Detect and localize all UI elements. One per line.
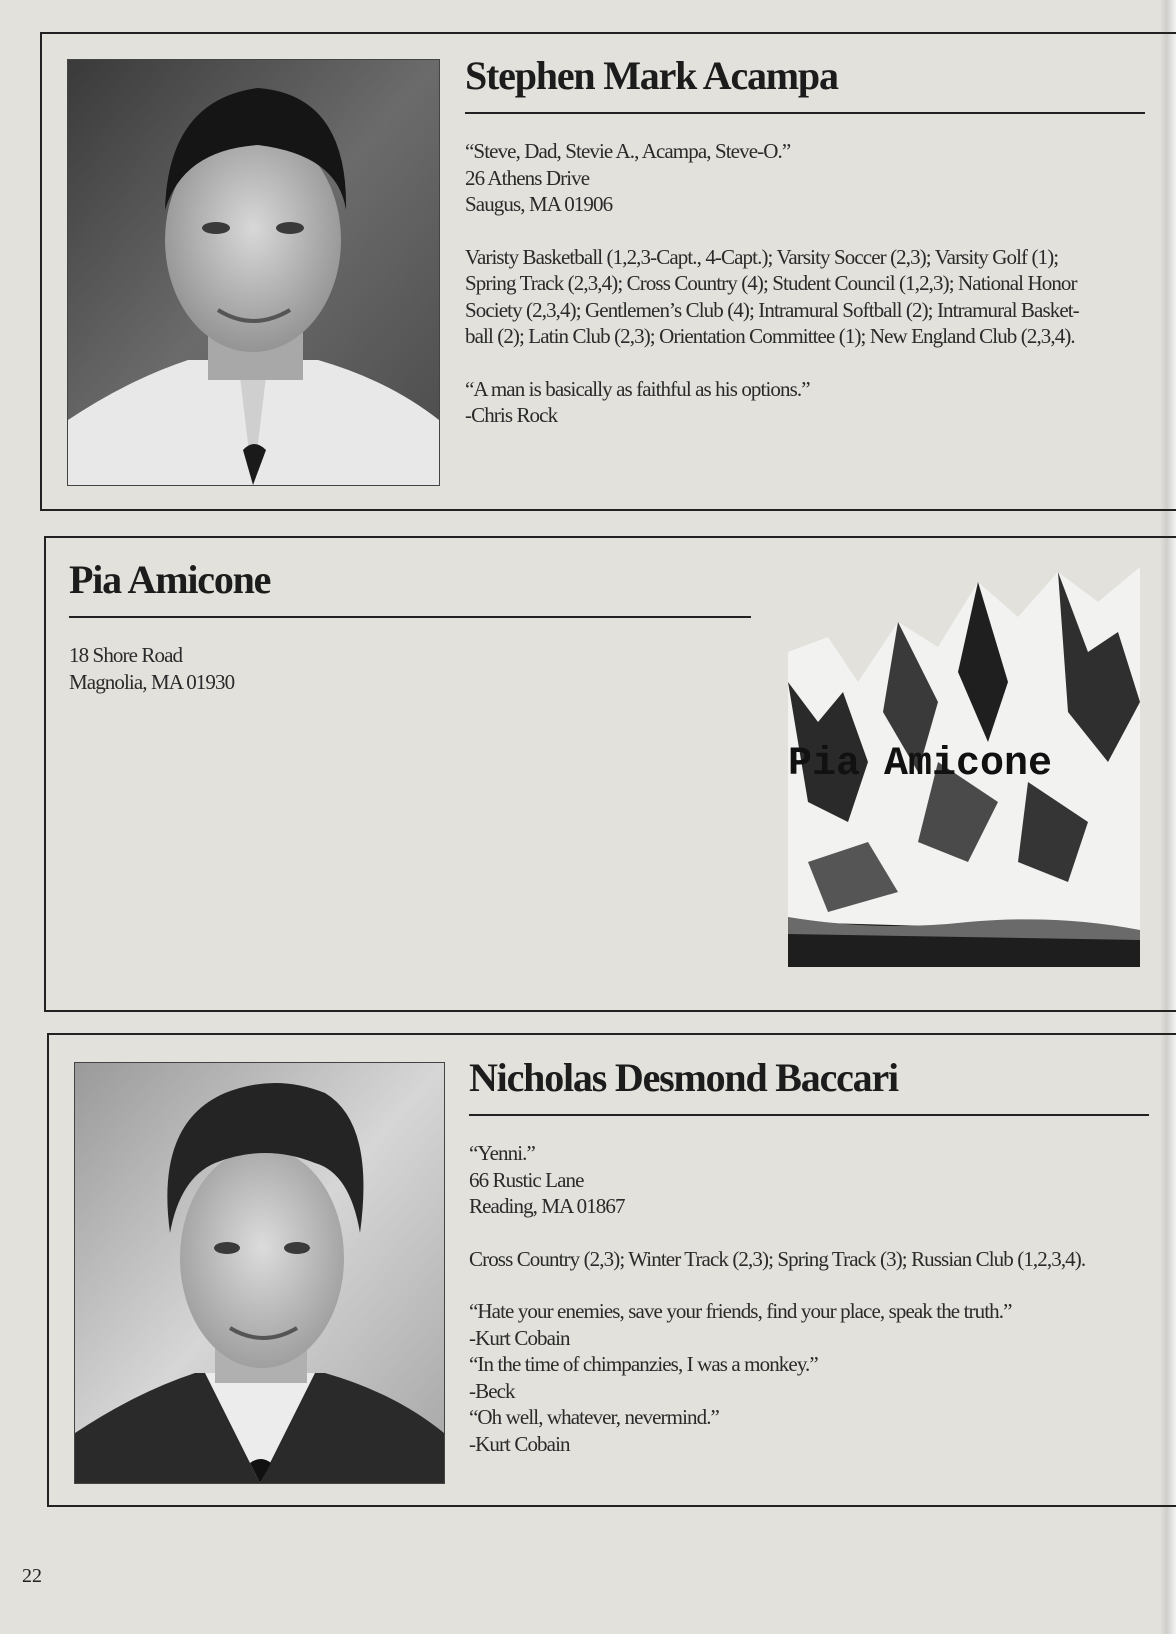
- activities-line: Cross Country (2,3); Winter Track (2,3); Spring Track (3); Russian Club (1,2,3,4).: [469, 1246, 1086, 1271]
- quote-author: -Beck: [469, 1378, 515, 1403]
- quote-line: “Oh well, whatever, nevermind.”: [469, 1405, 719, 1429]
- quote-author: -Kurt Cobain: [469, 1325, 570, 1350]
- artwork-caption: Pia Amicone: [788, 742, 1053, 787]
- name-underline: [465, 112, 1145, 114]
- quote-line: “Hate your enemies, save your friends, find your place, speak the truth.”: [469, 1299, 1012, 1323]
- quote-author: -Chris Rock: [465, 403, 558, 427]
- entry-text: [469, 1056, 1149, 1457]
- activities-line: Varisty Basketball (1,2,3-Capt., 4-Capt.); Varsity Soccer (2,3); Varsity Golf (1);: [465, 244, 1059, 269]
- student-name: Nicholas Desmond Baccari: [469, 1055, 898, 1100]
- senior-artwork-image: [788, 562, 1140, 967]
- activities-line: ball (2); Latin Club (2,3); Orientation Committee (1); New England Club (2,3,4).: [465, 324, 1075, 348]
- student-name: Pia Amicone: [69, 557, 271, 602]
- entry-text: [69, 558, 749, 695]
- nicknames: “Yenni.”: [469, 1141, 535, 1165]
- name-underline: [69, 616, 751, 618]
- quote-author: -Kurt Cobain: [469, 1431, 570, 1456]
- page-number: 22: [22, 1565, 42, 1587]
- address-street: 66 Rustic Lane: [469, 1167, 584, 1192]
- quote-line: “A man is basically as faithful as his options.”: [465, 376, 810, 401]
- senior-entry-baccari: [47, 1033, 1176, 1507]
- activities-line: Spring Track (2,3,4); Cross Country (4); Student Council (1,2,3); National Honor: [465, 271, 1077, 295]
- address-street: 26 Athens Drive: [465, 165, 590, 190]
- senior-entry-amicone: [44, 536, 1176, 1012]
- entry-text: [465, 54, 1145, 429]
- quote-line: “In the time of chimpanzies, I was a monkey.”: [469, 1352, 818, 1376]
- portrait-photo: [74, 1062, 445, 1484]
- portrait-photo: [67, 59, 440, 486]
- address-street: 18 Shore Road: [69, 643, 183, 667]
- senior-entry-acampa: [40, 32, 1176, 511]
- address-city: Magnolia, MA 01930: [69, 669, 235, 694]
- student-name: Stephen Mark Acampa: [465, 53, 838, 98]
- address-city: Saugus, MA 01906: [465, 192, 613, 216]
- nicknames: “Steve, Dad, Stevie A., Acampa, Steve-O.”: [465, 139, 791, 163]
- name-underline: [469, 1114, 1149, 1116]
- address-city: Reading, MA 01867: [469, 1194, 625, 1218]
- activities-line: Society (2,3,4); Gentlemen’s Club (4); Intramural Softball (2); Intramural Basket-: [465, 297, 1079, 322]
